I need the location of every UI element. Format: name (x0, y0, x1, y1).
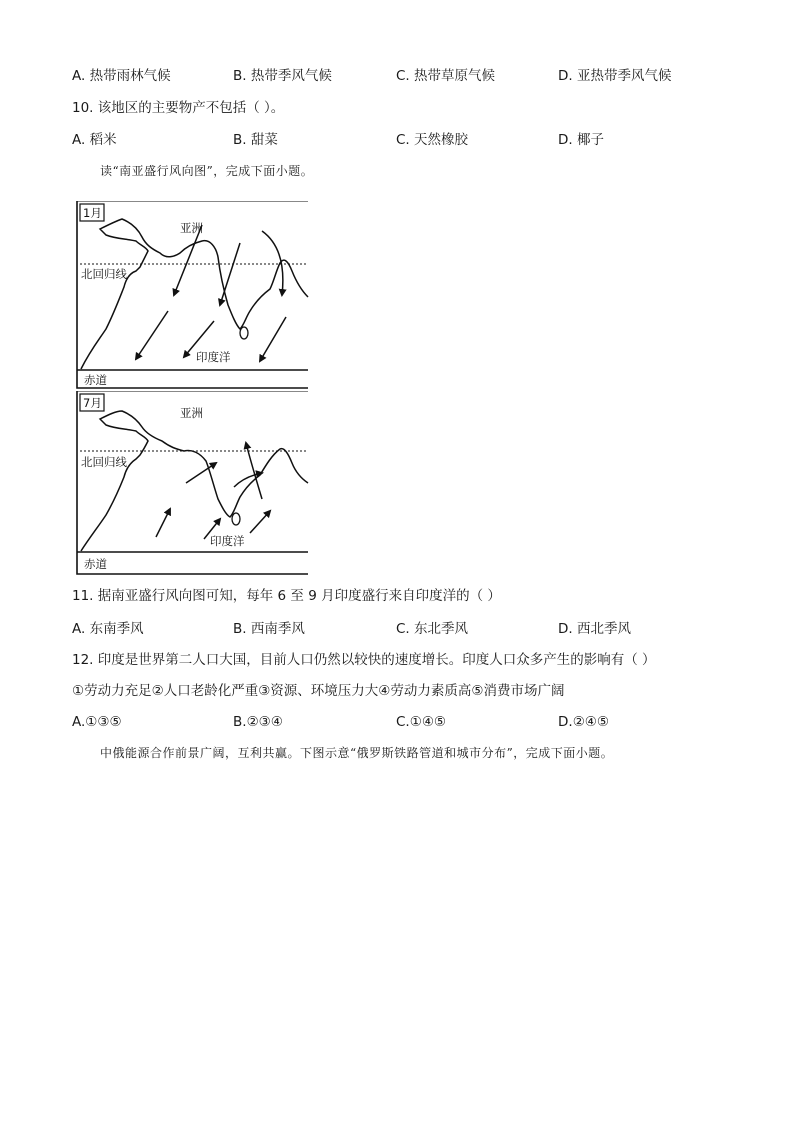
jan-equator-label: 赤道 (84, 373, 107, 387)
jul-month-label: 7月 (83, 396, 102, 410)
q12-option-d[interactable]: D.②④⑤ (558, 714, 609, 730)
jan-month-label: 1月 (83, 206, 102, 220)
jul-wind-arrow (156, 509, 170, 537)
jul-equator-label: 赤道 (84, 557, 107, 571)
jan-wind-arrow (136, 311, 168, 359)
q12-option-a[interactable]: A.①③⑤ (72, 714, 122, 730)
q10-option-b[interactable]: B. 甜菜 (233, 132, 278, 148)
q10-option-d[interactable]: D. 椰子 (558, 132, 604, 148)
q11-option-c[interactable]: C. 东北季风 (396, 621, 469, 637)
q11-option-b[interactable]: B. 西南季风 (233, 621, 305, 637)
q11-option-d[interactable]: D. 西北季风 (558, 621, 631, 637)
q12-items: ①劳动力充足②人口老龄化严重③资源、环境压力大④劳动力素质高⑤消费市场广阔 (72, 683, 565, 699)
jul-sri-lanka (232, 513, 240, 525)
intro-russia-map: 中俄能源合作前景广阔，互利共赢。下图示意“俄罗斯铁路管道和城市分布”，完成下面小题。 (100, 746, 614, 760)
intro-monsoon-map: 读“南亚盛行风向图”，完成下面小题。 (100, 164, 314, 178)
q9-option-b[interactable]: B. 热带季风气候 (233, 68, 332, 84)
jan-ocean-label: 印度洋 (196, 350, 231, 364)
jan-tropic-label: 北回归线 (81, 267, 127, 281)
jan-wind-arrow (260, 317, 286, 361)
q10-stem: 10. 该地区的主要物产不包括（ ）。 (72, 100, 285, 116)
jul-tropic-label: 北回归线 (81, 455, 127, 469)
jan-wind-arrow (174, 225, 202, 295)
jul-asia-label: 亚洲 (180, 406, 203, 420)
map-january (76, 201, 310, 389)
q10-option-c[interactable]: C. 天然橡胶 (396, 132, 469, 148)
jan-sri-lanka (240, 327, 248, 339)
q12-stem: 12. 印度是世界第二人口大国，目前人口仍然以较快的速度增长。印度人口众多产生的影响有（ ） (72, 652, 656, 668)
q9-option-c[interactable]: C. 热带草原气候 (396, 68, 496, 84)
q9-option-a[interactable]: A. 热带雨林气候 (72, 68, 171, 84)
jan-coastline (81, 219, 308, 369)
q11-stem: 11. 据南亚盛行风向图可知，每年 6 至 9 月印度盛行来自印度洋的（ ） (72, 588, 501, 604)
q12-option-b[interactable]: B.②③④ (233, 714, 283, 730)
q10-option-a[interactable]: A. 稻米 (72, 132, 117, 148)
q9-option-d[interactable]: D. 亚热带季风气候 (558, 68, 672, 84)
map-july (76, 391, 310, 575)
jan-asia-label: 亚洲 (180, 221, 203, 235)
q11-option-a[interactable]: A. 东南季风 (72, 621, 144, 637)
jan-wind-arrow (220, 243, 240, 305)
jul-ocean-label: 印度洋 (210, 534, 245, 548)
jul-coastline (81, 411, 308, 551)
q12-option-c[interactable]: C.①④⑤ (396, 714, 447, 730)
jul-wind-arrow (250, 511, 270, 533)
